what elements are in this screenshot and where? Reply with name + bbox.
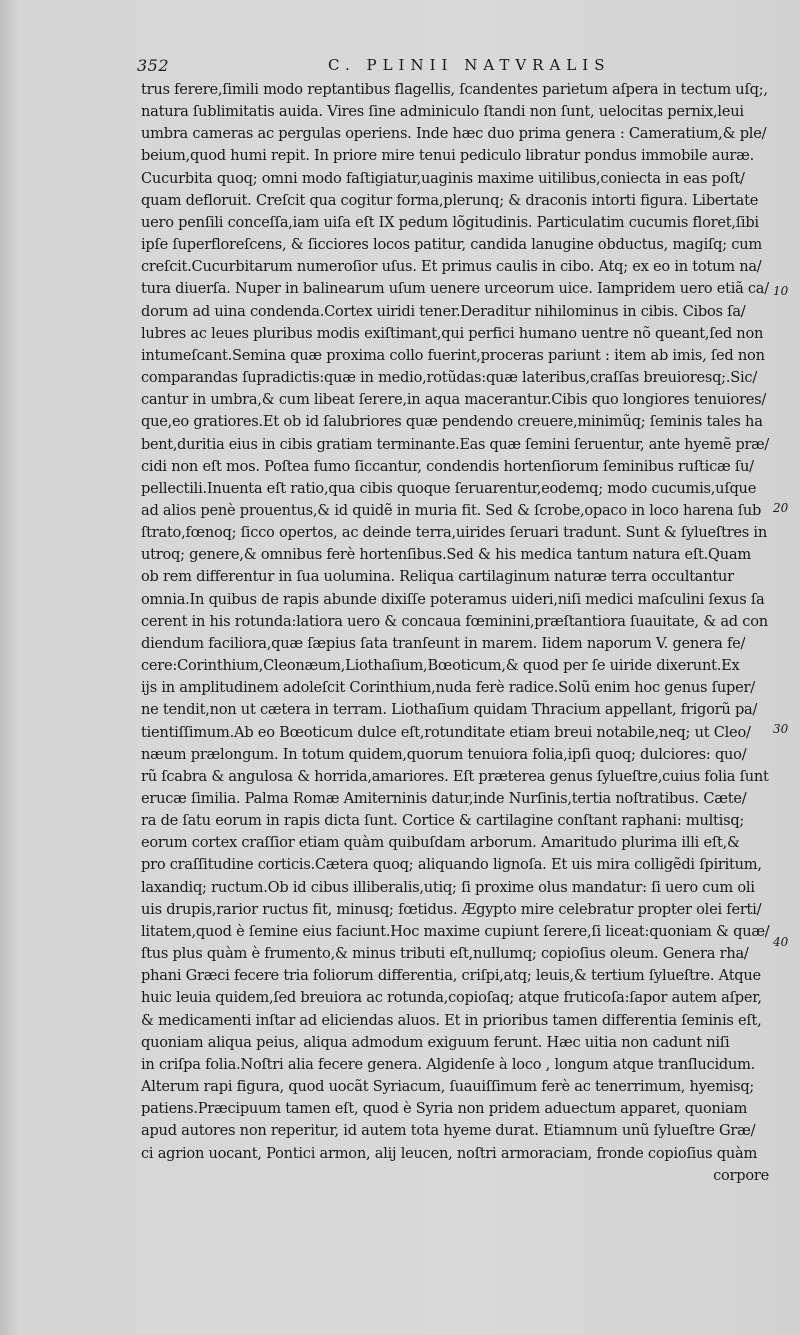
text-line: bent,duritia eius in cibis gratiam terminante.Eas quæ ſemini ſeruentur, ante hyemẽ præ/: [141, 435, 770, 453]
text-line: huic leuia quidem,ſed breuiora ac rotunda,copioſaq; atque fruticoſa:ſapor autem aſper,: [141, 989, 762, 1007]
page-number: 352: [137, 56, 170, 75]
text-line: uis drupis,rarior ructus fit, minusq; fœtidus. Ægypto mire celebratur propter olei ferti/: [141, 900, 762, 918]
text-line: uero penſili conceſſa,iam uiſa eſt IX pedum lõgitudinis. Particulatim cucumis floret,ſibi: [141, 213, 759, 231]
text-line: corpore: [713, 1166, 769, 1184]
text-line: umbra cameras ac pergulas operiens. Inde hæc duo prima genera : Cameratium,& ple/: [141, 125, 767, 143]
margin-line-number-40: 40: [773, 935, 789, 949]
text-line: cidi non eſt mos. Poſtea fumo ſiccantur, condendis hortenſiorum ſeminibus ruſticæ ſu/: [141, 457, 754, 475]
text-line: næum prælongum. In totum quidem,quorum tenuiora folia,ipſi quoq; dulciores: quo/: [141, 745, 747, 763]
text-line: cere:Corinthium,Cleonæum,Liothaſium,Bœoticum,& quod per ſe uiride dixerunt.Ex: [141, 657, 740, 675]
text-line: eorum cortex craſſior etiam quàm quibuſdam arborum. Amaritudo plurima illi eſt,&: [141, 834, 740, 852]
text-line: ad alios penè prouentus,& id quidẽ in muria fit. Sed & ſcrobe,opaco in loco harena ſub: [141, 501, 762, 519]
text-line: dorum ad uina condenda.Cortex uiridi tener.Deraditur nihilominus in cibis. Cibos ſa/: [141, 302, 746, 320]
margin-line-number-30: 30: [773, 722, 789, 736]
text-line: beium,quod humi repit. In priore mire tenui pediculo libratur pondus immobile auræ.: [141, 147, 754, 165]
text-line: quoniam aliqua peius, aliqua admodum exiguum ferunt. Hæc uitia non cadunt niſi: [141, 1033, 730, 1051]
text-line: diendum faciliora,quæ ſæpius ſata tranſeunt in marem. Iidem naporum V. genera fe/: [141, 634, 746, 652]
text-line: & medicamenti inſtar ad eliciendas aluos. Et in prioribus tamen differentia ſeminis eſt,: [141, 1011, 762, 1029]
text-line: que,eo gratiores.Et ob id ſalubriores quæ pendendo creuere,minimũq; ſeminis tales ha: [141, 413, 763, 431]
text-line: intumeſcant.Semina quæ proxima collo fuerint,proceras pariunt : item ab imis, ſed non: [141, 346, 765, 364]
text-line: ne tendit,non ut cætera in terram. Liothaſium quidam Thracium appellant, frigorũ pa/: [141, 701, 758, 719]
text-line: comparandas ſupradictis:quæ in medio,rotũdas:quæ lateribus,craſſas breuioresq;.Sic/: [141, 369, 757, 387]
running-head: C. PLINII NATVRALIS: [328, 56, 611, 74]
text-line: tura diuerſa. Nuper in balinearum uſum uenere urceorum uice. Iampridem uero etiã ca/: [141, 280, 769, 298]
text-line: in criſpa folia.Noſtri alia fecere genera. Algidenſe à loco , longum atque tranſlucidum.: [141, 1055, 756, 1073]
text-line: erucæ ſimilia. Palma Romæ Amiterninis datur,inde Nurſinis,tertia noſtratibus. Cæte/: [141, 790, 747, 807]
text-line: apud autores non reperitur, id autem tota hyeme durat. Etiamnum unũ ſylueſtre Græ/: [141, 1122, 756, 1140]
text-line: rũ ſcabra & angulosa & horrida,amariores. Eſt præterea genus ſylueſtre,cuius folia ſunt: [141, 767, 769, 785]
text-line: ipſe ſuperfloreſcens, & ſicciores locos patitur, candida lanugine obductus, magiſq; cum: [141, 236, 762, 254]
text-line: patiens.Præcipuum tamen eſt, quod è Syria non pridem aduectum apparet, quoniam: [141, 1100, 748, 1118]
body-text: [141, 79, 769, 1187]
text-line: laxandiq; ructum.Ob id cibus illiberalis,utiq; ſi proxime olus mandatur: ſi uero cum oli: [141, 878, 755, 896]
text-line: creſcit.Cucurbitarum numeroſior uſus. Et primus caulis in cibo. Atq; ex eo in totum na/: [141, 258, 762, 276]
text-line: pro craſſitudine corticis.Cætera quoq; aliquando lignoſa. Et uis mira colligẽdi ſpiritum,: [141, 856, 762, 874]
text-line: pellectili.Inuenta eſt ratio,qua cibis quoque ſeruarentur,eodemq; modo cucumis,uſque: [141, 479, 757, 497]
text-line: ſtrato,fœnoq; ſicco opertos, ac deinde terra,uirides ſeruari tradunt. Sunt & ſylueſtres in: [141, 524, 768, 542]
text-line: tientiſſimum.Ab eo Bœoticum dulce eſt,rotunditate etiam breui notabile,neq; ut Cleo/: [141, 723, 751, 741]
text-line: ijs in amplitudinem adoleſcit Corinthium,nuda ferè radice.Solũ enim hoc genus ſuper/: [141, 679, 755, 697]
text-line: cantur in umbra,& cum libeat ſerere,in aqua macerantur.Cibis quo longiores tenuiores/: [141, 391, 767, 409]
text-line: Alterum rapi figura, quod uocãt Syriacum, ſuauiſſimum ferè ac tenerrimum, hyemisq;: [141, 1078, 755, 1096]
text-line: cerent in his rotunda:latiora uero & concaua fœminini,præſtantiora ſuauitate, & ad con: [141, 612, 768, 630]
text-line: ob rem differentur in ſua uolumina. Reliqua cartilaginum naturæ terra occultantur: [141, 568, 734, 586]
text-line: litatem,quod è ſemine eius faciunt.Hoc maxime cupiunt ſerere,ſi liceat:quoniam & quæ/: [141, 922, 770, 940]
text-line: omnia.In quibus de rapis abunde dixiſſe poteramus uideri,niſi medici maſculini ſexus ſa: [141, 590, 765, 608]
text-line: trus ferere,ſimili modo reptantibus flagellis, ſcandentes parietum aſpera in tectum uſq;,: [141, 81, 768, 98]
text-line: lubres ac leues pluribus modis exiſtimant,qui perfici humano uentre nõ queant,ſed non: [141, 324, 764, 342]
text-line: ci agrion uocant, Pontici armon, alij leucen, noſtri armoraciam, fronde copioſius quàm: [141, 1144, 758, 1162]
text-line: ra de ſatu eorum in rapis dicta ſunt. Cortice & cartilagine conſtant raphani: multisq;: [141, 812, 745, 830]
text-line: ſtus plus quàm è frumento,& minus tributi eſt,nullumq; copioſius oleum. Genera rha/: [141, 945, 749, 963]
text-line: natura ſublimitatis auida. Vires ſine adminiculo ſtandi non ſunt, uelocitas pernix,leui: [141, 103, 744, 121]
text-line: utroq; genere,& omnibus ferè hortenſibus.Sed & his medica tantum natura eſt.Quam: [141, 546, 751, 564]
text-line: quam defloruit. Creſcit qua cogitur forma,plerunq; & draconis intorti figura. Libertate: [141, 191, 759, 209]
margin-line-number-10: 10: [773, 284, 789, 298]
margin-line-number-20: 20: [773, 501, 789, 515]
text-line: Cucurbita quoq; omni modo faſtigiatur,uaginis maxime uitilibus,coniecta in eas poſt/: [141, 169, 745, 187]
text-line: phani Græci fecere tria foliorum differentia, criſpi,atq; leuis,& tertium ſylueſtre. Atque: [141, 967, 761, 985]
